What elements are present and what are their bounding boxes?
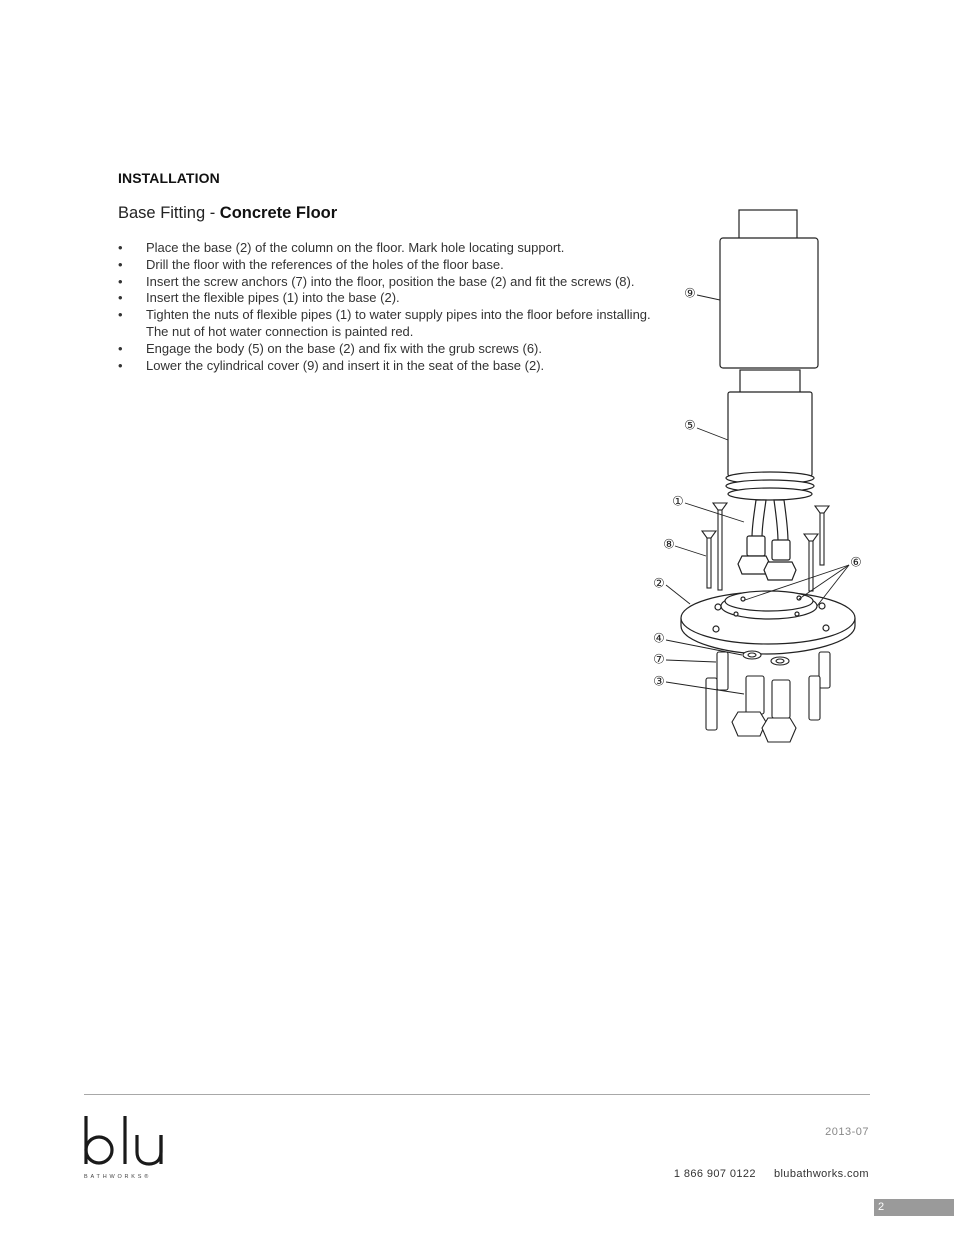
- list-item: [118, 257, 688, 274]
- bolt-hole: [819, 603, 825, 609]
- bullet: •: [118, 290, 123, 306]
- contact-info: [674, 1168, 869, 1180]
- leader-line: [675, 546, 706, 556]
- screw-shank: [809, 541, 813, 591]
- heading-prefix: Base Fitting -: [118, 204, 220, 222]
- bolt-hole: [713, 626, 719, 632]
- heading-emphasis: Concrete Floor: [219, 204, 338, 222]
- page-number: 2: [874, 1199, 954, 1216]
- callout-8: ⑧: [663, 537, 675, 553]
- screw: [804, 534, 818, 541]
- supply-pipe: [746, 676, 764, 714]
- pipe-nut: [764, 562, 796, 580]
- callout-2: ②: [653, 576, 665, 592]
- bullet: •: [118, 256, 123, 272]
- logo-subtext: BATHWORKS®: [84, 1174, 152, 1180]
- list-item: [118, 274, 688, 291]
- footer-divider: [84, 1094, 870, 1095]
- washer: [776, 659, 784, 663]
- list-item: [118, 240, 688, 257]
- grub-screw-hole: [734, 612, 738, 616]
- supply-pipe-nut: [762, 718, 796, 742]
- screw-shank: [707, 538, 711, 588]
- top-pipe: [739, 210, 797, 240]
- revision-date: 2013-07: [825, 1126, 869, 1138]
- bullet: •: [118, 307, 123, 323]
- leader-line: [697, 295, 720, 300]
- list-item: [118, 290, 688, 307]
- exploded-assembly-diagram: [636, 208, 876, 753]
- body-neck: [740, 370, 800, 394]
- screw: [702, 531, 716, 538]
- list-item: [118, 358, 688, 375]
- flexible-pipe: [752, 500, 766, 538]
- bolt-hole: [715, 604, 721, 610]
- screw-shank: [718, 510, 722, 590]
- step-text: Tighten the nuts of flexible pipes (1) to water supply pipes into the floor before installing.: [146, 307, 651, 323]
- leader-line: [666, 585, 690, 604]
- leader-line: [666, 660, 716, 662]
- screw-anchor: [706, 678, 717, 730]
- callout-3: ③: [653, 674, 665, 690]
- bullet: •: [118, 340, 123, 356]
- pipe-ferrule: [772, 540, 790, 560]
- list-item: [118, 307, 688, 341]
- bullet: •: [118, 357, 123, 373]
- step-text: Place the base (2) of the column on the floor. Mark hole locating support.: [146, 240, 565, 255]
- grub-screw-hole: [795, 612, 799, 616]
- grub-screw-hole: [741, 597, 745, 601]
- installation-steps: [118, 240, 688, 374]
- section-label: INSTALLATION: [118, 170, 220, 186]
- bullet: •: [118, 273, 123, 289]
- list-item: [118, 341, 688, 358]
- step-text: Drill the floor with the references of the holes of the floor base.: [146, 256, 504, 272]
- phone-number: 1 866 907 0122: [673, 1168, 756, 1180]
- brand-logo: [82, 1112, 172, 1184]
- pipe-ferrule: [747, 536, 765, 556]
- callout-9: ⑨: [684, 286, 696, 302]
- callout-1: ①: [672, 494, 684, 510]
- bolt-hole: [823, 625, 829, 631]
- column-body: [728, 392, 812, 476]
- step-text: Lower the cylindrical cover (9) and insert it in the seat of the base (2).: [146, 357, 545, 373]
- callout-5: ⑤: [684, 418, 696, 434]
- flexible-pipe: [774, 500, 788, 542]
- screw: [815, 506, 829, 513]
- screw-shank: [820, 513, 824, 565]
- website-link[interactable]: blubathworks.com: [773, 1168, 869, 1180]
- leader-line: [817, 565, 849, 606]
- base-collar-inner: [725, 591, 813, 611]
- step-text: Engage the body (5) on the base (2) and fix with the grub screws (6).: [146, 340, 542, 356]
- screw-anchor: [809, 676, 820, 720]
- page-heading: [118, 204, 337, 223]
- leader-line: [799, 565, 849, 599]
- screw-anchor: [819, 652, 830, 688]
- step-text-continued: The nut of hot water connection is painted red.: [146, 323, 414, 339]
- leader-line: [697, 428, 728, 440]
- callout-6: ⑥: [850, 555, 862, 571]
- step-text: Insert the flexible pipes (1) into the base (2).: [146, 290, 400, 306]
- leader-line: [666, 682, 744, 694]
- callout-7: ⑦: [653, 652, 665, 668]
- supply-pipe: [772, 680, 790, 718]
- body-seal-ring: [728, 488, 812, 500]
- cylindrical-cover: [720, 238, 818, 368]
- screw: [713, 503, 727, 510]
- callout-4: ④: [653, 631, 665, 647]
- bullet: •: [118, 240, 123, 255]
- washer: [748, 653, 756, 657]
- logo-wordmark-image: [82, 1112, 172, 1170]
- screw-anchor: [717, 652, 728, 690]
- step-text: Insert the screw anchors (7) into the floor, position the base (2) and fit the screws (8).: [146, 273, 635, 289]
- supply-pipe-nut: [732, 712, 766, 736]
